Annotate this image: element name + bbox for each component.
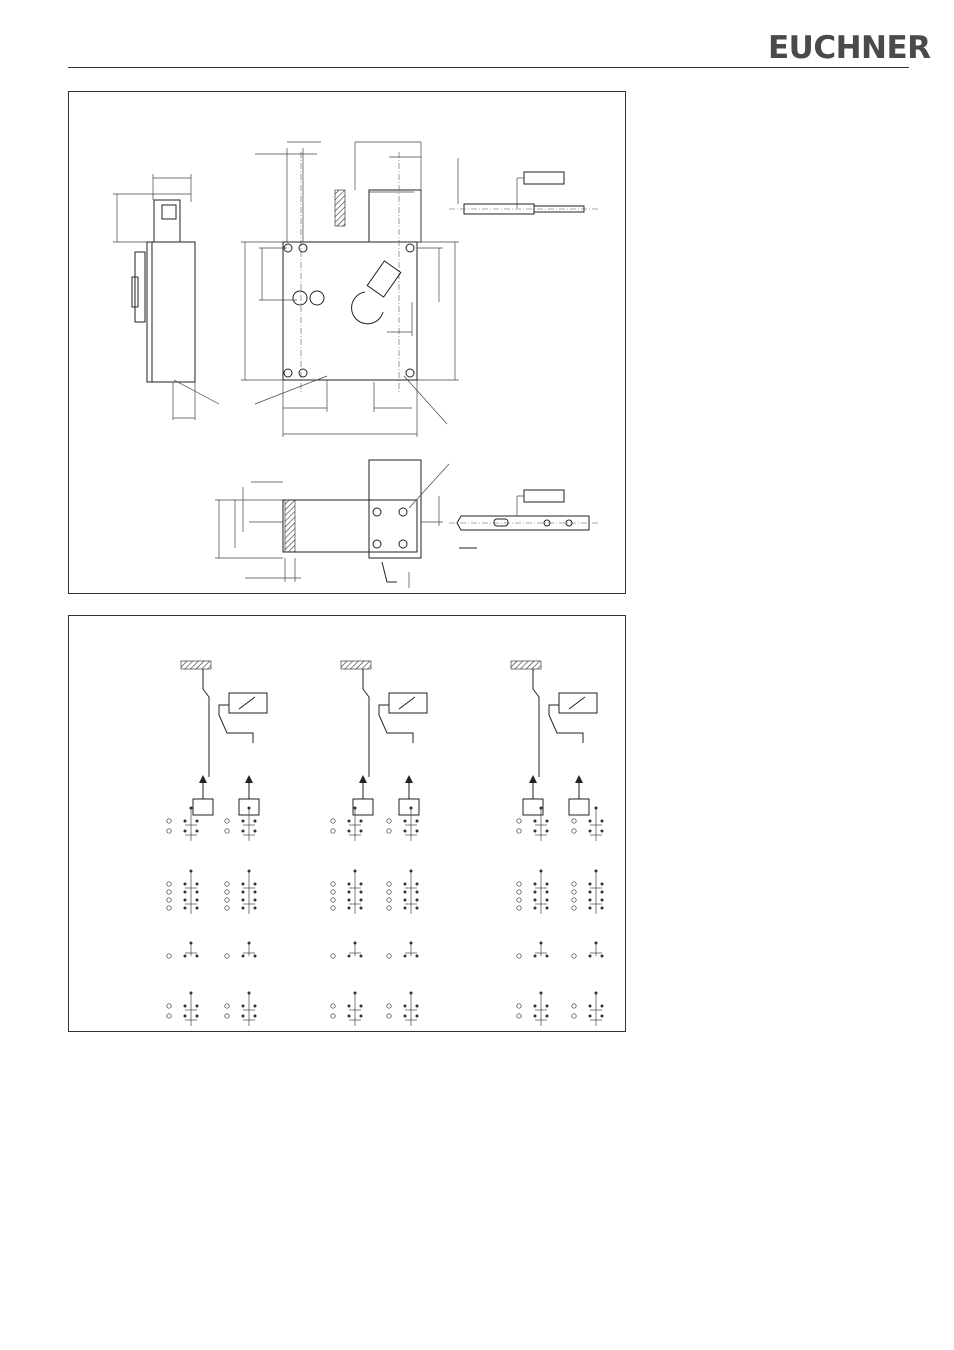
actuator-bottom	[449, 490, 599, 548]
header-rule	[68, 67, 909, 68]
mechanism-diagram-1	[181, 661, 267, 815]
switching-schematics-panel	[68, 615, 626, 1032]
mechanism-diagram-3	[511, 661, 597, 815]
switching-schematics	[69, 616, 625, 1031]
brand-logo: EUCHNER	[768, 30, 931, 66]
actuator-top	[449, 158, 599, 214]
mechanism-diagram-2	[341, 661, 427, 815]
bottom-view	[215, 460, 449, 588]
dimension-drawing-panel	[68, 91, 626, 594]
side-view	[113, 174, 219, 420]
contact-symbol-grid	[167, 807, 604, 1027]
front-view	[241, 142, 459, 437]
dimension-drawing	[69, 92, 625, 593]
